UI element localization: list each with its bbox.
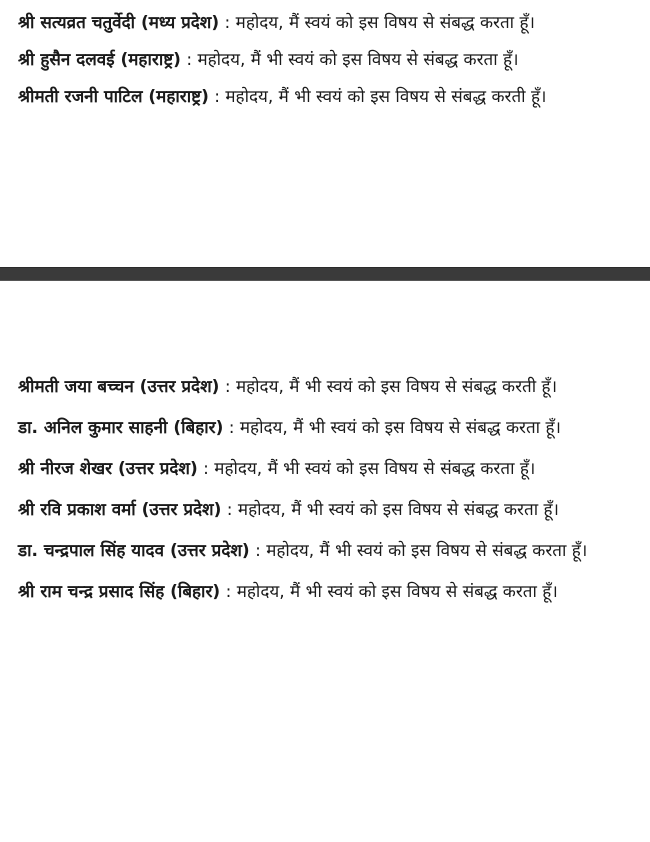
- statement-paragraph: [18, 8, 636, 38]
- page-divider: [0, 267, 650, 281]
- speaker-name: श्रीमती रजनी पाटिल (महाराष्ट्र): [18, 87, 209, 107]
- statement-paragraph: [18, 577, 636, 607]
- statement-text: : महोदय, मैं स्वयं को इस विषय से संबद्ध करता हूँ।: [219, 13, 535, 33]
- document-section-top: [0, 8, 650, 119]
- speaker-name: श्री नीरज शेखर (उत्तर प्रदेश): [18, 459, 198, 479]
- speaker-name: श्रीमती जया बच्चन (उत्तर प्रदेश): [18, 377, 220, 397]
- speaker-name: श्री हुसैन दलवई (महाराष्ट्र): [18, 50, 181, 70]
- speaker-name: डा. चन्द्रपाल सिंह यादव (उत्तर प्रदेश): [18, 541, 250, 561]
- statement-paragraph: [18, 82, 636, 112]
- statement-text: : महोदय, मैं भी स्वयं को इस विषय से संबद्ध करती हूँ।: [208, 87, 547, 107]
- statement-text: : महोदय, मैं भी स्वयं को इस विषय से संबद्ध करता हूँ।: [221, 500, 559, 520]
- statement-text: : महोदय, मैं भी स्वयं को इस विषय से संबद्ध करती हूँ।: [219, 377, 558, 397]
- statement-text: : महोदय, मैं भी स्वयं को इस विषय से संबद्ध करता हूँ।: [249, 541, 588, 561]
- statement-paragraph: [18, 536, 636, 566]
- speaker-name: श्री रवि प्रकाश वर्मा (उत्तर प्रदेश): [18, 500, 222, 520]
- statement-text: : महोदय, मैं भी स्वयं को इस विषय से संबद्ध करता हूँ।: [220, 582, 558, 602]
- statement-text: : महोदय, मैं भी स्वयं को इस विषय से संबद्ध करता हूँ।: [197, 459, 536, 479]
- speaker-name: डा. अनिल कुमार साहनी (बिहार): [18, 418, 224, 438]
- statement-paragraph: [18, 495, 636, 525]
- statement-text: : महोदय, मैं भी स्वयं को इस विषय से संबद्ध करता हूँ।: [180, 50, 519, 70]
- statement-paragraph: [18, 45, 636, 75]
- speaker-name: श्री सत्यव्रत चतुर्वेदी (मध्य प्रदेश): [18, 13, 220, 33]
- statement-text: : महोदय, मैं भी स्वयं को इस विषय से संबद्ध करता हूँ।: [223, 418, 561, 438]
- speaker-name: श्री राम चन्द्र प्रसाद सिंह (बिहार): [18, 582, 221, 602]
- statement-paragraph: [18, 454, 636, 484]
- document-section-bottom: [0, 372, 650, 618]
- statement-paragraph: [18, 413, 636, 443]
- statement-paragraph: [18, 372, 636, 402]
